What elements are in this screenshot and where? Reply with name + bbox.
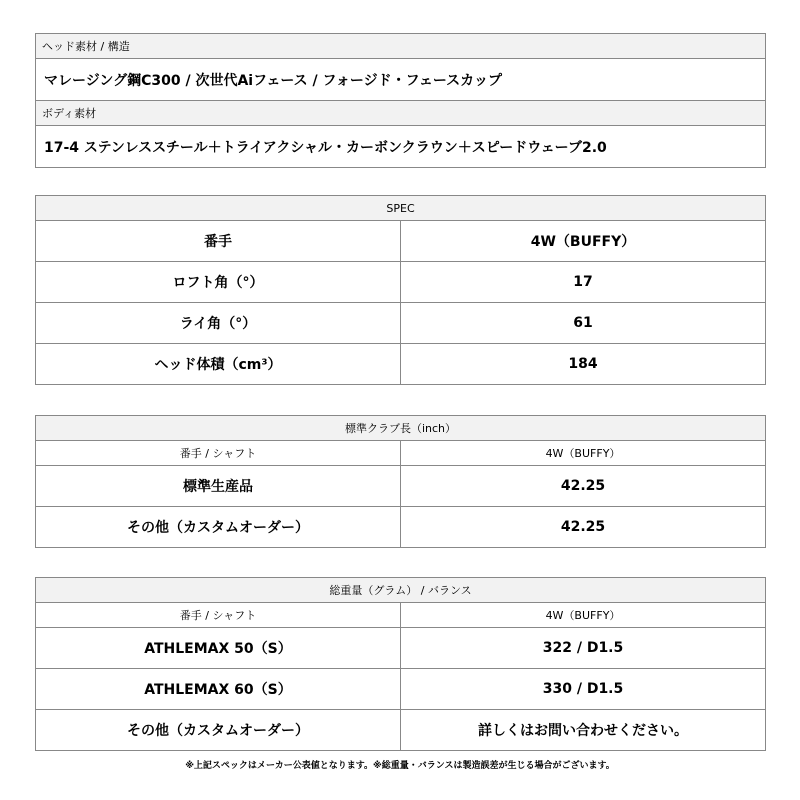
length-label: その他（カスタムオーダー） — [36, 507, 401, 548]
length-value: 42.25 — [401, 466, 766, 507]
table-row — [36, 507, 766, 548]
material-table — [35, 33, 766, 168]
weight-value: 詳しくはお問い合わせください。 — [401, 710, 766, 751]
spec-value: 17 — [401, 262, 766, 303]
length-sub-label: 番手 / シャフト — [36, 441, 401, 466]
spec-label: 番手 — [36, 221, 401, 262]
weight-value: 322 / D1.5 — [401, 628, 766, 669]
weight-title: 総重量（グラム） / バランス — [36, 578, 766, 603]
spec-label: ロフト角（°） — [36, 262, 401, 303]
table-row — [36, 303, 766, 344]
spec-label: ヘッド体積（cm³） — [36, 344, 401, 385]
length-title: 標準クラブ長（inch） — [36, 416, 766, 441]
table-row — [36, 221, 766, 262]
head-material-label: ヘッド素材 / 構造 — [36, 34, 766, 59]
table-row — [36, 262, 766, 303]
weight-label: ATHLEMAX 50（S） — [36, 628, 401, 669]
weight-table — [35, 577, 766, 751]
spec-title: SPEC — [36, 196, 766, 221]
body-material-label: ボディ素材 — [36, 101, 766, 126]
weight-sub-label: 番手 / シャフト — [36, 603, 401, 628]
spec-label: ライ角（°） — [36, 303, 401, 344]
spec-table — [35, 195, 766, 385]
table-row — [36, 344, 766, 385]
length-value: 42.25 — [401, 507, 766, 548]
body-material-value: 17-4 ステンレススチール＋トライアクシャル・カーボンクラウン＋スピードウェーブ2.0 — [36, 126, 766, 168]
table-header-row — [36, 441, 766, 466]
spec-value: 4W（BUFFY） — [401, 221, 766, 262]
weight-label: その他（カスタムオーダー） — [36, 710, 401, 751]
weight-label: ATHLEMAX 60（S） — [36, 669, 401, 710]
spec-value: 184 — [401, 344, 766, 385]
weight-sub-value: 4W（BUFFY） — [401, 603, 766, 628]
length-sub-value: 4W（BUFFY） — [401, 441, 766, 466]
table-header-row — [36, 603, 766, 628]
spec-value: 61 — [401, 303, 766, 344]
table-row — [36, 466, 766, 507]
head-material-value: マレージング鋼C300 / 次世代Aiフェース / フォージド・フェースカップ — [36, 59, 766, 101]
weight-value: 330 / D1.5 — [401, 669, 766, 710]
table-row — [36, 669, 766, 710]
length-table — [35, 415, 766, 548]
table-row — [36, 628, 766, 669]
footnote: ※上記スペックはメーカー公表値となります。※総重量・バランスは製造誤差が生じる場合がございます。 — [185, 761, 615, 771]
table-row — [36, 710, 766, 751]
length-label: 標準生産品 — [36, 466, 401, 507]
